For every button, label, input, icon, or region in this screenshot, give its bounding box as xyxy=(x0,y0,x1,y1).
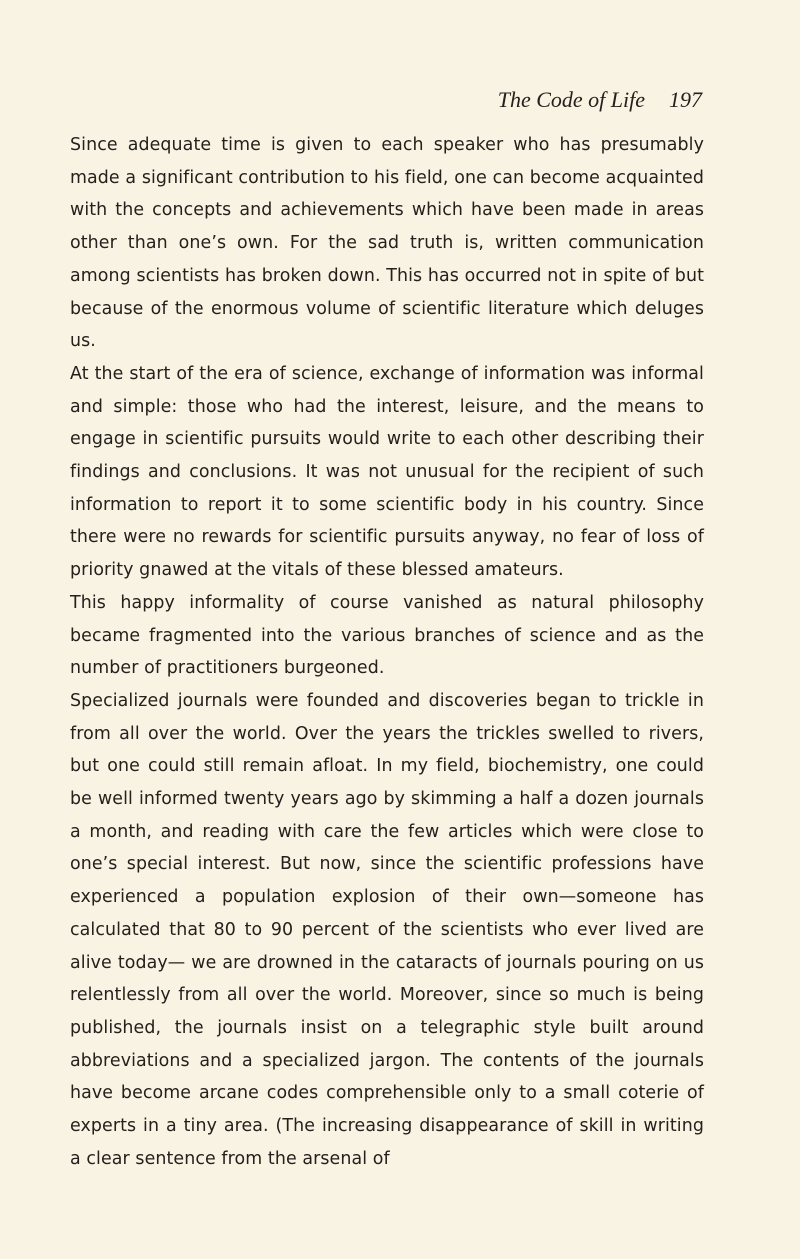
paragraph: This happy informality of course vanished as natural philosophy became fragmented into the various branches of science and as the number of practitioners burgeoned. xyxy=(70,592,704,679)
running-head xyxy=(70,84,704,116)
paragraph: At the start of the era of science, exchange of information was informal and simple: those who had the interest, leisure, and the means to engage in scientific pursuits would write to each other describing their findings and conclusions. It was not unusual for the recipient of such information to report it to some scientific body in his country. Since there were no rewards for scientific pursuits anyway, no fear of loss of priority gnawed at the vitals of these blessed amateurs. xyxy=(70,363,704,581)
body-text xyxy=(70,129,704,1176)
book-page xyxy=(70,84,704,1176)
paragraph: Since adequate time is given to each speaker who has presumably made a significant contribution to his field, one can become acquainted with the concepts and achievements which have been made in areas other than one’s own. For the sad truth is, written communication among scientists has broken down. This has occurred not in spite of but because of the enormous volume of scientific literature which deluges us. xyxy=(70,135,704,352)
running-head-title: The Code of Life xyxy=(497,87,645,112)
page-number: 197 xyxy=(669,87,702,112)
paragraph: Specialized journals were founded and discoveries began to trickle in from all over the world. Over the years the trickles swelled to rivers, but one could still remain afloat. In my field, biochemistry, one could be well informed twenty years ago by skimming a half a dozen journals a month, and reading with care the few articles which were close to one’s special interest. But now, since the scientific professions have experienced a population explosion of their own—someone has calculated that 80 to 90 percent of the scientists who ever lived are alive today— we are drowned in the cataracts of journals pouring on us relentlessly from all over the world. Moreover, since so much is being published, the journals insist on a telegraphic style built around abbreviations and a specialized jargon. The contents of the journals have become arcane codes comprehensible only to a small coterie of experts in a tiny area. (The increasing disappearance of skill in writing a clear sentence from the arsenal of xyxy=(70,690,704,1169)
